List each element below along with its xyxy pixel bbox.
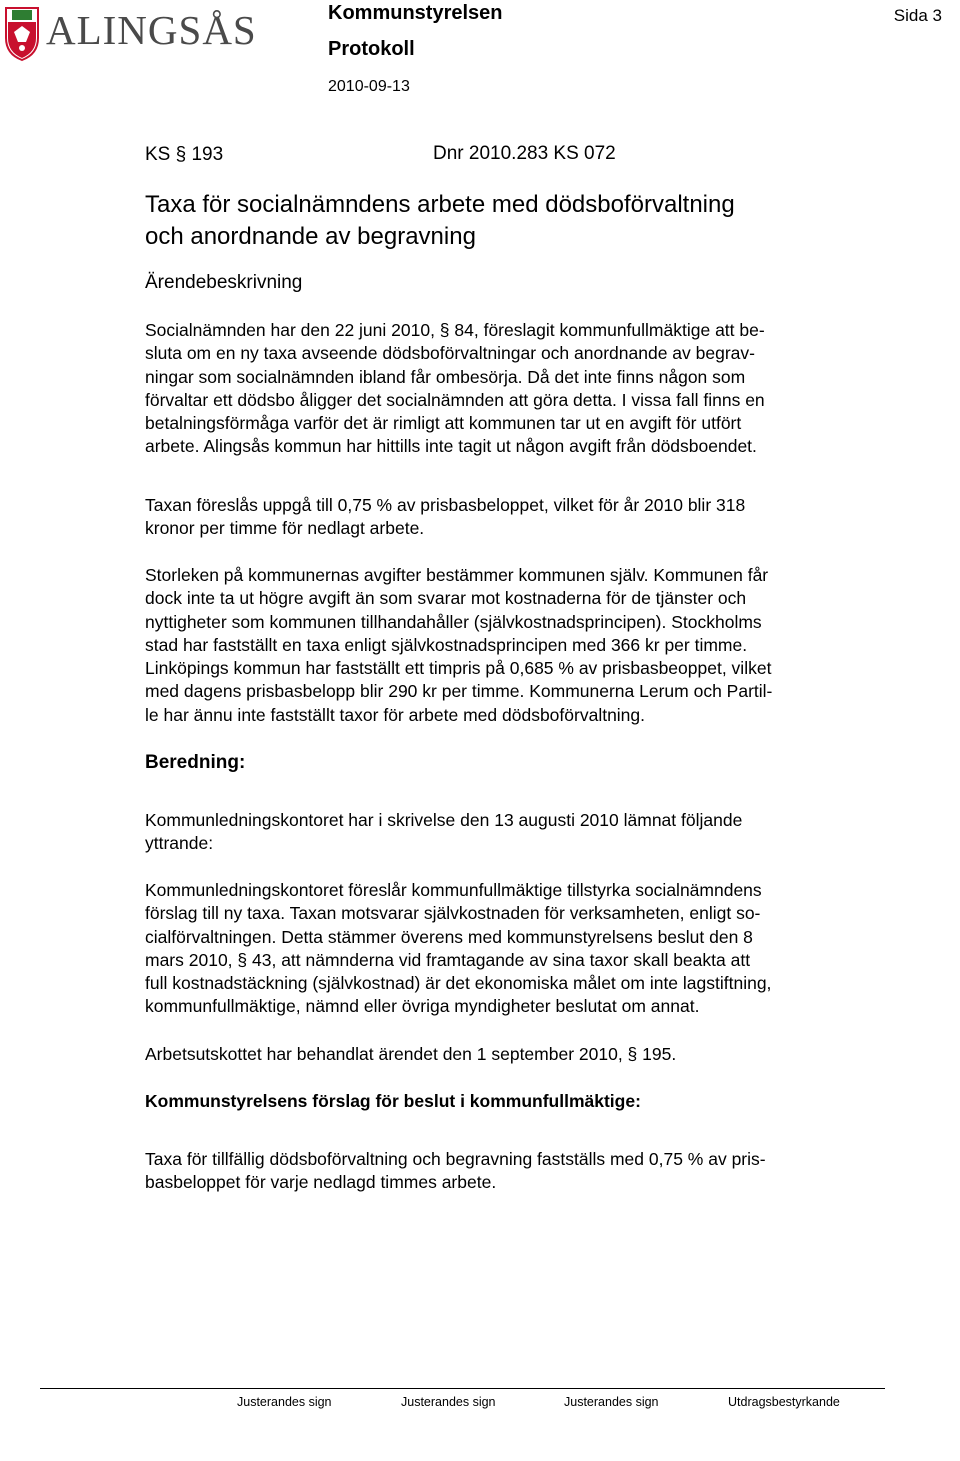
text-line: förvaltar ett dödsbo åligger det socialnämnden att göra detta. I vissa fall finns en xyxy=(145,389,765,410)
coat-of-arms-icon xyxy=(2,4,42,62)
text-line: förslag till ny taxa. Taxan motsvarar självkostnaden för verksamheten, enligt so- xyxy=(145,903,761,924)
paragraph-working-committee xyxy=(145,1043,880,1066)
text-line: betalningsförmåga varför det är rimligt att kommunen tar ut en avgift för utfört xyxy=(145,413,742,434)
extract-certification-label: Utdragsbestyrkande xyxy=(728,1395,840,1409)
text-line: basbeloppet för varje nedlagd timmes arbete. xyxy=(145,1172,497,1193)
text-line: Taxa för tillfällig dödsboförvaltning och begravning fastställs med 0,75 % av pris- xyxy=(145,1149,766,1169)
text-line: cialförvaltningen. Detta stämmer överens med kommunstyrelsens beslut den 8 xyxy=(145,926,753,947)
text-line: Arbetsutskottet har behandlat ärendet den 1 september 2010, § 195. xyxy=(145,1044,677,1064)
paragraph-decision xyxy=(145,1148,880,1195)
paragraph-fee-proposal xyxy=(145,494,880,541)
organ-name: Kommunstyrelsen xyxy=(328,2,503,24)
text-line: full kostnadstäckning (självkostnad) är det ekonomiska målet om inte lagstiftning, xyxy=(145,973,772,994)
text-line: kommunfullmäktige, nämnd eller övriga myndigheter beslutat om annat. xyxy=(145,996,700,1017)
paragraph-description xyxy=(145,319,880,459)
signature-label: Justerandes sign xyxy=(401,1395,496,1409)
paragraph-number: KS § 193 xyxy=(145,144,224,165)
text-line: stad har fastställt en taxa enligt självkostnadsprincipen med 366 kr per timme. xyxy=(145,634,748,655)
case-title-line: Taxa för socialnämndens arbete med dödsboförvaltning xyxy=(145,191,735,218)
text-line: nyttigheter som kommunen tillhandahåller (självkostnadsprincipen). Stockholms xyxy=(145,611,762,632)
text-line: Storleken på kommunernas avgifter bestämmer kommunen själv. Kommunen får xyxy=(145,565,769,585)
text-line: Kommunledningskontoret har i skrivelse den 13 augusti 2010 lämnat följande xyxy=(145,810,743,830)
text-line: arbete. Alingsås kommun har hittills inte tagit ut någon avgift från dödsboendet. xyxy=(145,436,757,457)
footer-divider xyxy=(40,1388,885,1389)
case-title-line: och anordnande av begravning xyxy=(145,223,476,250)
text-line: le har ännu inte fastställt taxor för arbete med dödsboförvaltning. xyxy=(145,704,646,725)
meeting-date: 2010-09-13 xyxy=(328,78,410,95)
alingsas-logo xyxy=(2,4,260,62)
text-line: Taxan föreslås uppgå till 0,75 % av prisbasbeloppet, vilket för år 2010 blir 318 xyxy=(145,495,746,515)
heading-case-description: Ärendebeskrivning xyxy=(145,272,303,293)
text-line: Kommunledningskontoret föreslår kommunfullmäktige tillstyrka socialnämndens xyxy=(145,880,762,900)
text-line: kronor per timme för nedlagt arbete. xyxy=(145,518,425,539)
text-line: med dagens prisbasbelopp blir 290 kr per timme. Kommunerna Lerum och Partil- xyxy=(145,681,773,702)
diary-number: Dnr 2010.283 KS 072 xyxy=(433,143,616,164)
text-line: dock inte ta ut högre avgift än som svarar mot kostnaderna för de tjänster och xyxy=(145,588,747,609)
page-number: Sida 3 xyxy=(893,6,942,25)
paragraph-fee-comparison xyxy=(145,564,880,727)
case-title xyxy=(145,189,905,253)
text-line: yttrande: xyxy=(145,833,214,854)
text-line: sluta om en ny taxa avseende dödsboförvaltningar och anordnande av begrav- xyxy=(145,343,755,364)
signature-label: Justerandes sign xyxy=(237,1395,332,1409)
signature-label: Justerandes sign xyxy=(564,1395,659,1409)
paragraph-office-statement xyxy=(145,809,880,856)
heading-preparation: Beredning: xyxy=(145,752,246,773)
text-line: Socialnämnden har den 22 juni 2010, § 84, föreslagit kommunfullmäktige att be- xyxy=(145,320,765,340)
text-line: Linköpings kommun har fastställt ett timpris på 0,685 % av prisbasbeoppet, vilket xyxy=(145,658,772,679)
document-type: Protokoll xyxy=(328,38,415,60)
paragraph-office-proposal xyxy=(145,879,880,1019)
text-line: ningar som socialnämnden ibland får ombesörja. Då det inte finns någon som xyxy=(145,366,746,387)
logo-wordmark: ALINGSÅS xyxy=(46,7,257,53)
text-line: mars 2010, § 43, att nämnderna vid framtagande av sina taxor skall beakta att xyxy=(145,949,751,970)
heading-board-proposal: Kommunstyrelsens förslag för beslut i kommunfullmäktige: xyxy=(145,1091,641,1111)
